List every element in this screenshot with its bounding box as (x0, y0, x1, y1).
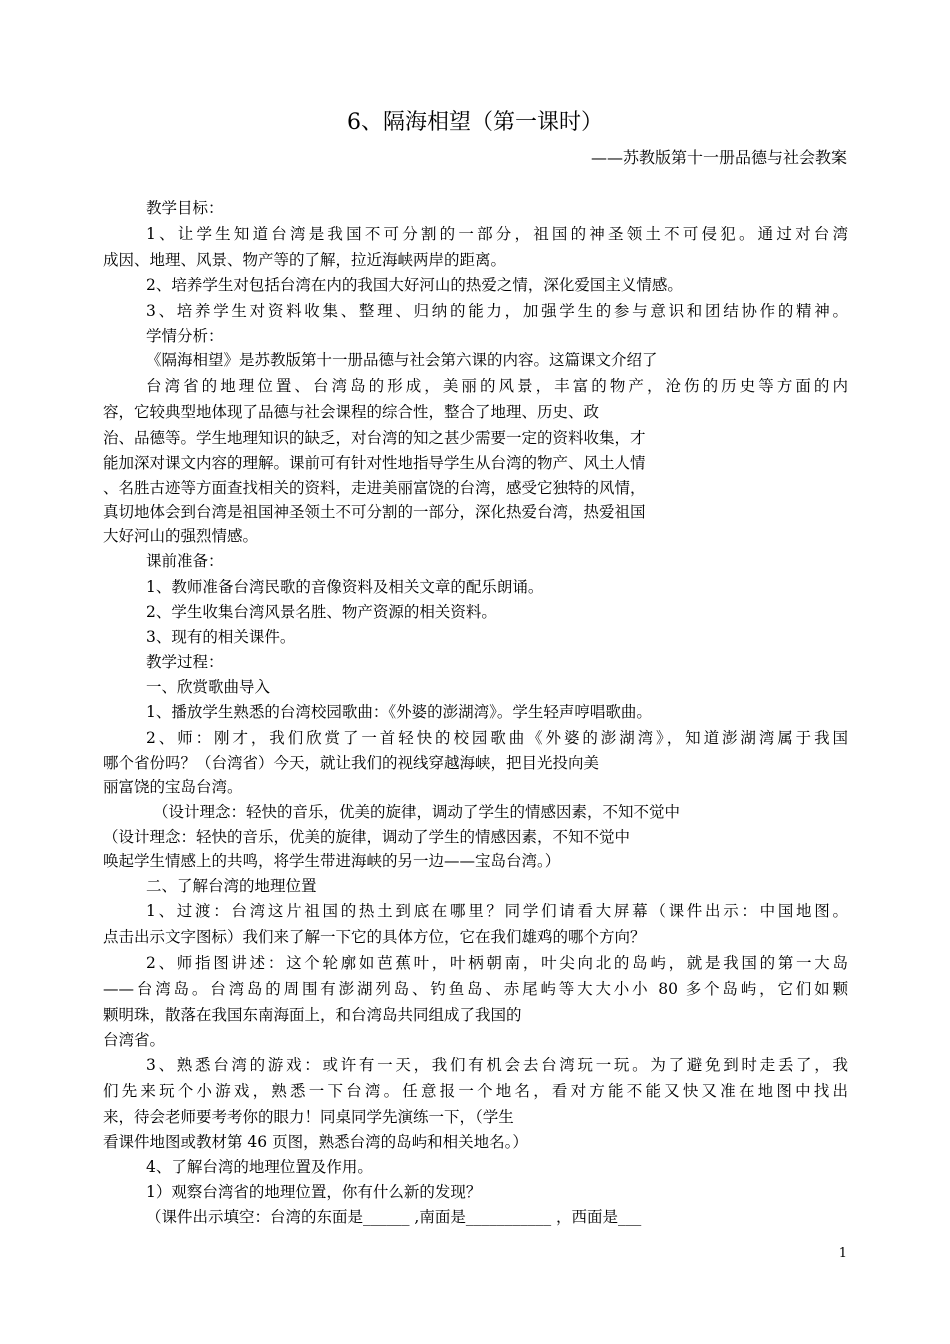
text-line: ——台湾岛。台湾岛的周围有澎湖列岛、钓鱼岛、赤尾屿等大大小小 80 多个岛屿，它们如颗 (103, 980, 848, 998)
text-line: 1、教师准备台湾民歌的音像资料及相关文章的配乐朗诵。 (146, 578, 544, 596)
text-line: 学情分析： (146, 327, 224, 345)
text-line: 一、欣赏歌曲导入 (146, 678, 271, 696)
text-line: 教学目标： (146, 199, 224, 217)
text-line: 、名胜古迹等方面查找相关的资料，走进美丽富饶的台湾，感受它独特的风情， (103, 479, 646, 497)
text-line: 真切地体会到台湾是祖国神圣领土不可分割的一部分，深化热爱台湾，热爱祖国 (103, 503, 646, 521)
text-line: 大好河山的强烈情感。 (103, 527, 259, 545)
text-line: 课前准备： (146, 552, 224, 570)
text-line: 容，它较典型地体现了品德与社会课程的综合性，整合了地理、历史、政 (103, 403, 600, 421)
text-line: 二、了解台湾的地理位置 (146, 877, 317, 895)
page-number: 1 (838, 1246, 847, 1261)
text-line: 治、品德等。学生地理知识的缺乏，对台湾的知之甚少需要一定的资料收集，才 (103, 429, 646, 447)
text-line: 哪个省份吗？（台湾省）今天，就让我们的视线穿越海峡，把目光投向美 (103, 754, 600, 772)
text-line: 2、师指图讲述：这个轮廓如芭蕉叶，叶柄朝南，叶尖向北的岛屿，就是我国的第一大岛 (146, 954, 848, 972)
text-line: 颗明珠，散落在我国东南海面上，和台湾岛共同组成了我国的 (103, 1006, 522, 1024)
text-line: 丽富饶的宝岛台湾。 (103, 778, 243, 796)
text-line: 2、培养学生对包括台湾在内的我国大好河山的热爱之情，深化爱国主义情感。 (146, 276, 683, 294)
text-line: （课件出示填空：台湾的东面是______ ,南面是___________ ，西面是___ (146, 1208, 642, 1226)
text-line: 台湾省。 (103, 1031, 166, 1049)
text-line: 2、学生收集台湾风景名胜、物产资源的相关资料。 (146, 603, 497, 621)
text-line: 2、师：刚才，我们欣赏了一首轻快的校园歌曲《外婆的澎湖湾》，知道澎湖湾属于我国 (146, 729, 848, 747)
document-title: 6、隔海相望（第一课时） (347, 110, 603, 135)
text-line: 1）观察台湾省的地理位置，你有什么新的发现？ (146, 1183, 482, 1201)
text-line: 能加深对课文内容的理解。课前可有针对性地指导学生从台湾的物产、风土人情 (103, 454, 646, 472)
text-line: 1、播放学生熟悉的台湾校园歌曲：《外婆的澎湖湾》。学生轻声哼唱歌曲。 (146, 703, 652, 721)
text-line: 教学过程： (146, 653, 224, 671)
text-line: 3、熟悉台湾的游戏：或许有一天，我们有机会去台湾玩一玩。为了避免到时走丢了，我 (146, 1056, 848, 1074)
text-line: 们先来玩个小游戏，熟悉一下台湾。任意报一个地名，看对方能不能又快又准在地图中找出 (103, 1082, 848, 1100)
document-subtitle: ——苏教版第十一册品德与社会教案 (590, 148, 847, 167)
text-line: 看课件地图或教材第 46 页图，熟悉台湾的岛屿和相关地名。） (103, 1133, 528, 1151)
text-line: 《隔海相望》是苏教版第十一册品德与社会第六课的内容。这篇课文介绍了 (146, 351, 658, 369)
text-line: 1、让学生知道台湾是我国不可分割的一部分，祖国的神圣领土不可侵犯。通过对台湾 (146, 225, 848, 243)
text-line: 4、了解台湾的地理位置及作用。 (146, 1158, 373, 1176)
text-line: （设计理念：轻快的音乐，优美的旋律，调动了学生的情感因素，不知不觉中 (153, 803, 681, 821)
text-line: 1、过渡：台湾这片祖国的热土到底在哪里？同学们请看大屏幕（课件出示：中国地图。 (146, 902, 848, 920)
text-line: （设计理念：轻快的音乐，优美的旋律，调动了学生的情感因素，不知不觉中 (103, 828, 631, 846)
text-line: 唤起学生情感上的共鸣，将学生带进海峡的另一边——宝岛台湾。） (103, 852, 561, 870)
text-line: 3、培养学生对资料收集、整理、归纳的能力，加强学生的参与意识和团结协作的精神。 (146, 302, 848, 320)
text-line: 点击出示文字图标）我们来了解一下它的具体方位，它在我们雄鸡的哪个方向？ (103, 928, 646, 946)
text-line: 台湾省的地理位置、台湾岛的形成，美丽的风景，丰富的物产，沧伤的历史等方面的内 (146, 377, 848, 395)
text-line: 来，待会老师要考考你的眼力！同桌同学先演练一下，（学生 (103, 1108, 514, 1126)
text-line: 成因、地理、风景、物产等的了解，拉近海峡两岸的距离。 (103, 251, 507, 269)
text-line: 3、现有的相关课件。 (146, 628, 296, 646)
